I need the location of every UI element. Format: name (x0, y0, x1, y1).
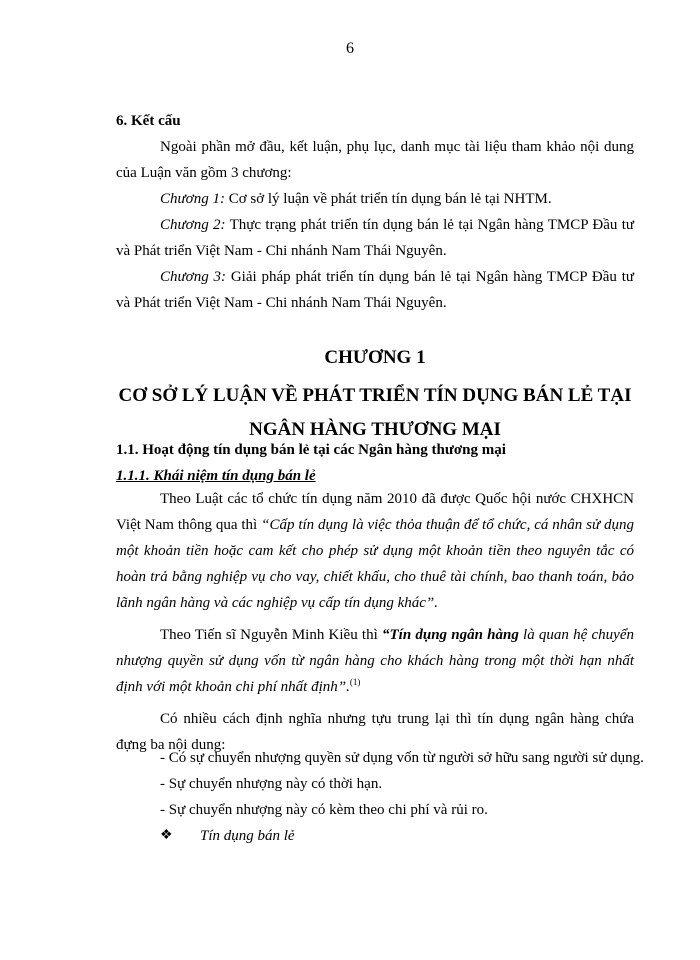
section-1-1-heading: 1.1. Hoạt động tín dụng bán lẻ tại các Ngân hàng thương mại (116, 442, 506, 458)
content-bullet-1: - Có sự chuyển nhượng quyền sử dụng vốn từ người sở hữu sang người sử dụng. (160, 750, 644, 766)
definition-2-plain: Theo Tiến sĩ Nguyễn Minh Kiều thì (160, 627, 382, 643)
footnote-ref: (1) (349, 677, 361, 687)
chapter-1-label: Chương 1: (160, 191, 225, 207)
chapter-3-text: Giải pháp phát triển tín dụng bán lẻ tại Ngân hàng TMCP Đầu tư và Phát triển Việt Nam - Chi nhánh Nam Thái Nguyên. (116, 269, 635, 311)
retail-credit-bullet (160, 823, 295, 849)
chapter-1-summary (116, 186, 634, 212)
content-bullet-3: - Sự chuyển nhượng này có kèm theo chi phí và rủi ro. (160, 802, 488, 818)
chapter-heading (116, 343, 634, 445)
definition-2-bold: “Tín dụng ngân hàng (381, 627, 519, 643)
chapter-2-text: Thực trạng phát triển tín dụng bán lẻ tại Ngân hàng TMCP Đầu tư và Phát triển Việt Nam - Chi nhánh Nam Thái Nguyên. (116, 217, 635, 259)
page-number: 6 (346, 40, 354, 57)
chapter-2-label: Chương 2: (160, 217, 226, 233)
section-1-1-1-heading: 1.1.1. Khái niệm tín dụng bán lẻ (116, 468, 316, 484)
section-1-1-1-body (116, 486, 634, 758)
definition-1-plain: Theo Luật các tổ chức tín dụng năm 2010 đã được Quốc hội nước CHXHCN Việt Nam thông qua thì (116, 491, 634, 533)
chapter-3-summary (116, 264, 634, 316)
chapter-title-line-1: CƠ SỞ LÝ LUẬN VỀ PHÁT TRIỂN TÍN DỤNG BÁN LẺ TẠI (118, 385, 632, 406)
definition-paragraph-1 (116, 486, 634, 616)
section-6-intro: Ngoài phần mở đầu, kết luận, phụ lục, danh mục tài liệu tham khảo nội dung của Luận văn gồm 3 chương: (116, 139, 634, 181)
definition-1-quote: “Cấp tín dụng là việc thỏa thuận để tổ chức, cá nhân sử dụng một khoản tiền hoặc cam kết cho phép sử dụng một khoản tiền theo nguyên tắc có hoàn trả bằng nghiệp vụ cho vay, chiết khấu, cho thuê tài chính, bao thanh toán, bảo lãnh ngân hàng và các nghiệp vụ cấp tín dụng khác”. (116, 517, 635, 611)
chapter-title-line-2: NGÂN HÀNG THƯƠNG MẠI (249, 419, 501, 440)
definition-paragraph-2 (116, 622, 634, 700)
chapter-label: CHƯƠNG 1 (324, 347, 426, 368)
definition-2-quote: là quan hệ chuyển nhượng quyền sử dụng vốn từ ngân hàng cho khách hàng trong một thời hạn nhất định với một khoản chi phí nhất định”. (116, 627, 634, 695)
section-6-body (116, 134, 634, 316)
definition-paragraph-3: Có nhiều cách định nghĩa nhưng tựu trung lại thì tín dụng ngân hàng chứa đựng ba nội dung: (116, 711, 634, 753)
diamond-bullet-icon: ❖ (160, 828, 173, 843)
retail-credit-label: Tín dụng bán lẻ (200, 828, 295, 844)
chapter-3-label: Chương 3: (160, 269, 227, 285)
chapter-2-summary (116, 212, 634, 264)
content-bullet-2: - Sự chuyển nhượng này có thời hạn. (160, 776, 383, 792)
chapter-1-text: Cơ sở lý luận về phát triển tín dụng bán lẻ tại NHTM. (224, 191, 552, 207)
section-6-heading: 6. Kết cấu (116, 113, 181, 129)
